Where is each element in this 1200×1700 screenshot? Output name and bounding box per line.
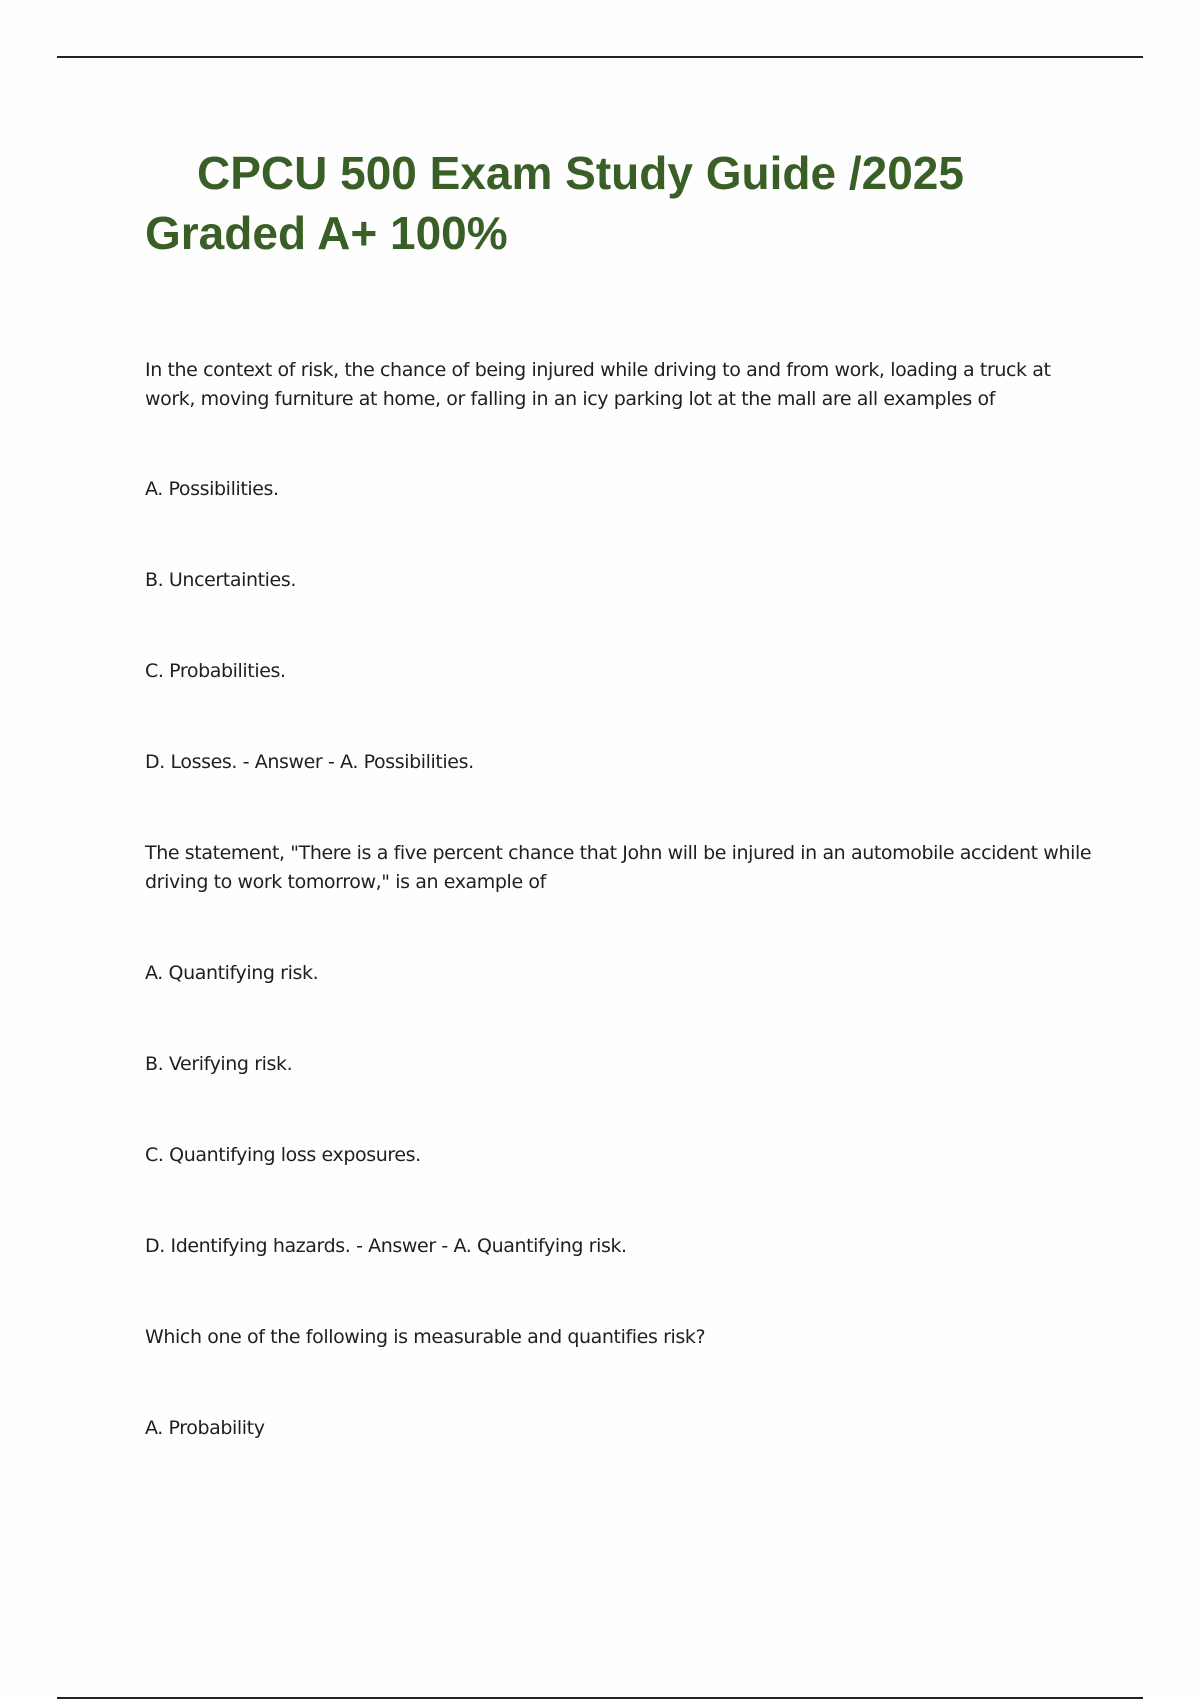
question-1-option-a: A. Possibilities. [145,478,279,500]
question-2-option-b: B. Verifying risk. [145,1053,293,1075]
question-1-option-c: C. Probabilities. [145,660,286,682]
question-3-text: Which one of the following is measurable and quantifies risk? [145,1326,706,1348]
question-1-text: In the context of risk, the chance of being injured while driving to and from work, loading a truck at work, moving furniture at home, or falling in an icy parking lot at the mall are all examples of [145,359,1051,410]
question-1-option-b: B. Uncertainties. [145,569,296,591]
question-2-text: The statement, "There is a five percent chance that John will be injured in an automobile accident while driving to work tomorrow," is an example of [145,842,1092,893]
header-rule [57,56,1143,58]
document-title: CPCU 500 Exam Study Guide /2025 Graded A+ 100% [145,147,964,259]
question-3-option-a: A. Probability [145,1417,265,1439]
question-2-option-a: A. Quantifying risk. [145,962,319,984]
question-2-option-d-answer: D. Identifying hazards. - Answer - A. Quantifying risk. [145,1235,627,1257]
question-1-option-d-answer: D. Losses. - Answer - A. Possibilities. [145,751,474,773]
footer-rule [57,1697,1143,1699]
question-2-option-c: C. Quantifying loss exposures. [145,1144,421,1166]
